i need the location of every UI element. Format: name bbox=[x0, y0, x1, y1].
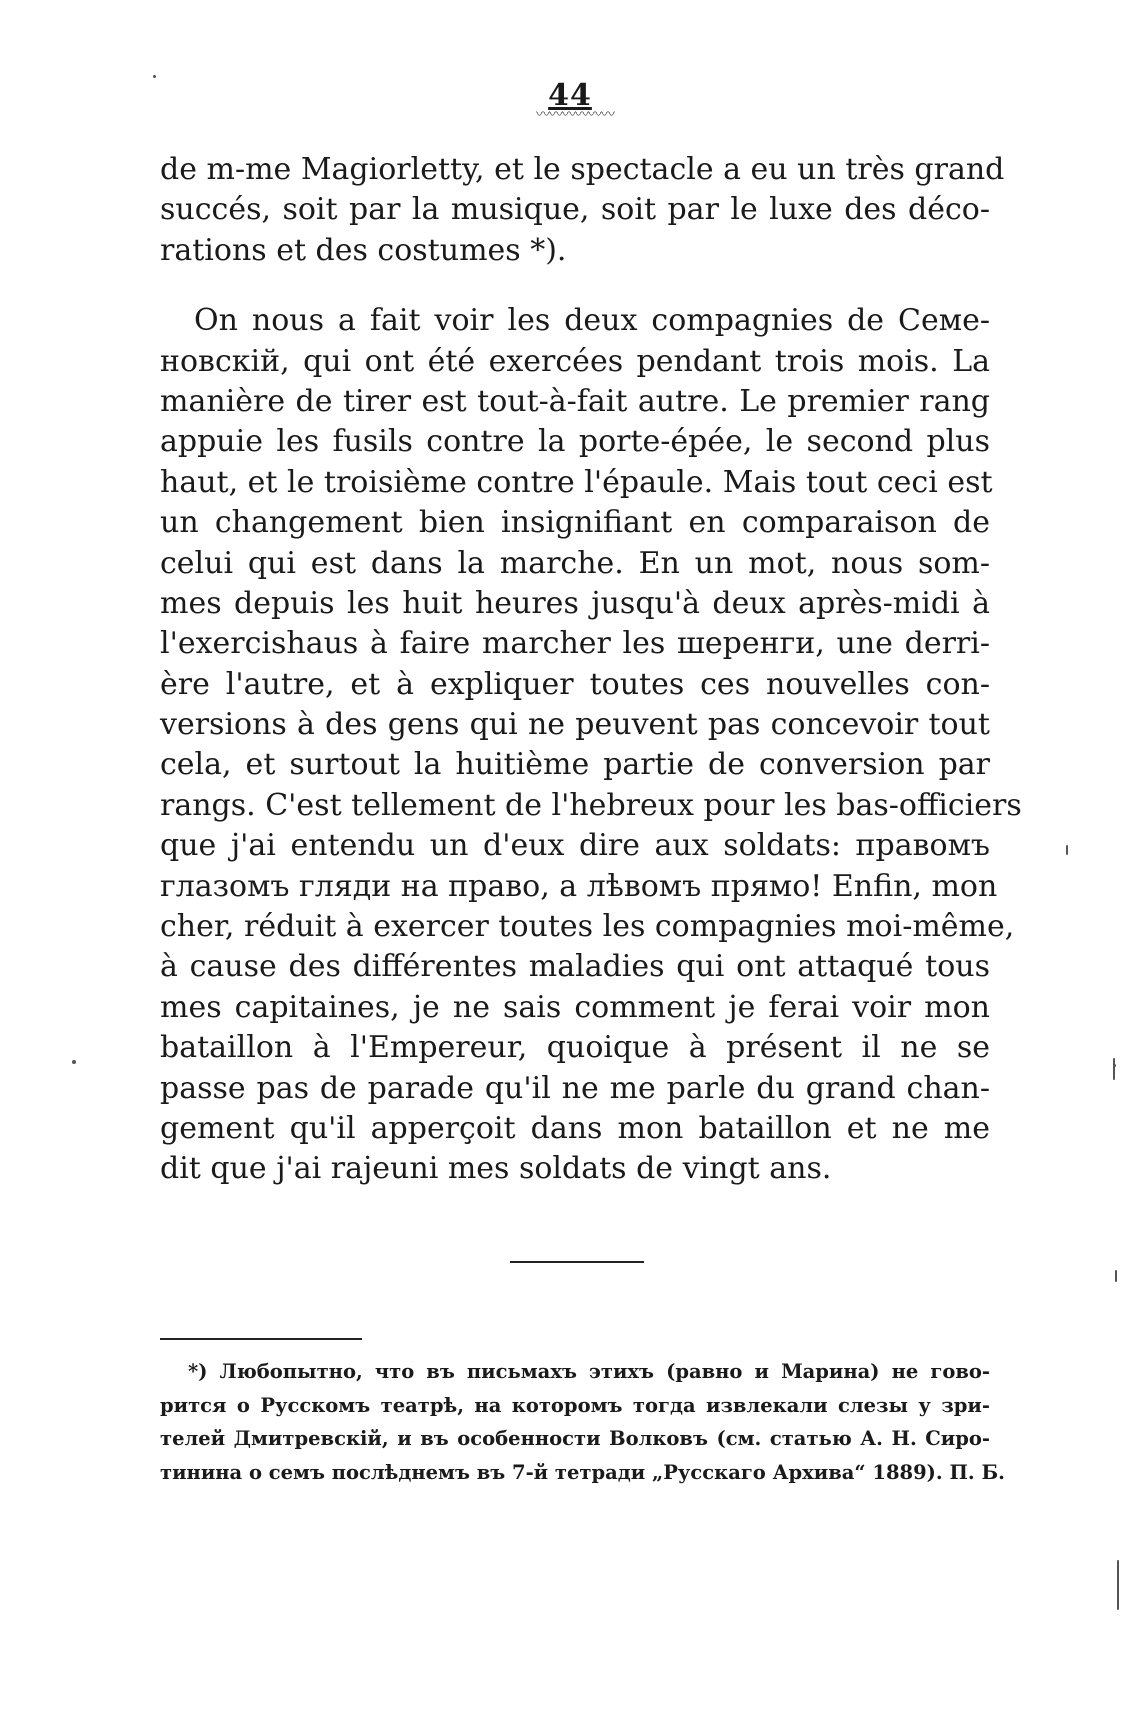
text-line: bataillon à l'Empereur, quoique à présent il ne se bbox=[160, 1030, 990, 1066]
text-line: глазомъ гляди на право, а лѣвомъ прямо! Enfin, mon bbox=[160, 868, 998, 904]
scan-speck bbox=[1066, 845, 1068, 855]
footnote bbox=[160, 1355, 1005, 1489]
text-line: appuie les fusils contre la porte-épée, le second plus bbox=[160, 424, 990, 460]
footnote-line: телей Дмитревскій, и въ особенности Волковъ (см. статью А. Н. Сиро- bbox=[160, 1427, 990, 1450]
text-line: cher, réduit à exercer toutes les compagnies moi-même, bbox=[160, 909, 1015, 945]
text-line: dit que j'ai rajeuni mes soldats de vingt ans. bbox=[160, 1151, 832, 1187]
text-line: à cause des différentes maladies qui ont attaqué tous bbox=[160, 949, 990, 985]
text-line: cela, et surtout la huitième partie de conversion par bbox=[160, 747, 990, 783]
footnote-line: тинина о семъ послѣднемъ въ 7-й тетради „Русскаго Архива“ 1889). П. Б. bbox=[160, 1460, 1005, 1484]
text-line: passe pas de parade qu'il ne me parle du grand chan- bbox=[160, 1070, 990, 1106]
paragraph-gap bbox=[160, 271, 990, 301]
text-line: mes capitaines, je ne sais comment je ferai voir mon bbox=[160, 989, 990, 1025]
text-line: rangs. C'est tellement de l'hebreux pour les bas-officiers bbox=[160, 787, 1022, 823]
section-divider bbox=[510, 1261, 644, 1263]
text-line: l'exercishaus à faire marcher les шеренги, une derri- bbox=[160, 626, 990, 662]
text-line: mes depuis les huit heures jusqu'à deux après-midi à bbox=[160, 585, 990, 621]
text-line: celui qui est dans la marche. En un mot, nous som- bbox=[160, 545, 990, 581]
scan-speck bbox=[153, 75, 156, 78]
text-line: de m-me Magiorletty, et le spectacle a eu un très grand bbox=[160, 152, 1005, 187]
footnote-line: *) Любопытно, что въ письмахъ этихъ (равно и Марина) не гово- bbox=[188, 1360, 990, 1383]
scan-speck bbox=[72, 1060, 76, 1064]
page-number-ornament: 〰〰〰〰〰〰 bbox=[536, 107, 614, 123]
page-number: 44 bbox=[548, 78, 592, 113]
scan-speck bbox=[1115, 1270, 1117, 1282]
text-line: haut, et le troisième contre l'épaule. Mais tout ceci est bbox=[160, 464, 993, 500]
paragraph-1 bbox=[160, 150, 1005, 271]
text-line: gement qu'il apperçoit dans mon bataillon et ne me bbox=[160, 1110, 990, 1146]
text-line: versions à des gens qui ne peuvent pas concevoir tout bbox=[160, 707, 990, 743]
footnote-line: рится о Русскомъ театрѣ, на которомъ тогда извлекали слезы у зри- bbox=[160, 1393, 990, 1417]
text-line: rations et des costumes *). bbox=[160, 232, 567, 268]
text-line: manière de tirer est tout-à-fait autre. Le premier rang bbox=[160, 383, 990, 419]
scan-speck bbox=[1113, 1058, 1115, 1080]
text-line: succés, soit par la musique, soit par le luxe des déco- bbox=[160, 192, 990, 228]
text-line: ère l'autre, et à expliquer toutes ces nouvelles con- bbox=[160, 666, 990, 702]
text-line: новскій, qui ont été exercées pendant trois mois. La bbox=[160, 343, 990, 379]
paragraph-2 bbox=[160, 301, 1022, 1190]
scan-speck bbox=[1117, 1560, 1119, 1610]
body-text bbox=[160, 150, 1022, 1190]
text-line: un changement bien insignifiant en comparaison de bbox=[160, 505, 990, 541]
text-line: On nous a fait voir les deux compagnies de Семе- bbox=[194, 303, 990, 339]
footnote-divider bbox=[160, 1338, 362, 1340]
text-line: que j'ai entendu un d'eux dire aux soldats: правомъ bbox=[160, 828, 990, 864]
